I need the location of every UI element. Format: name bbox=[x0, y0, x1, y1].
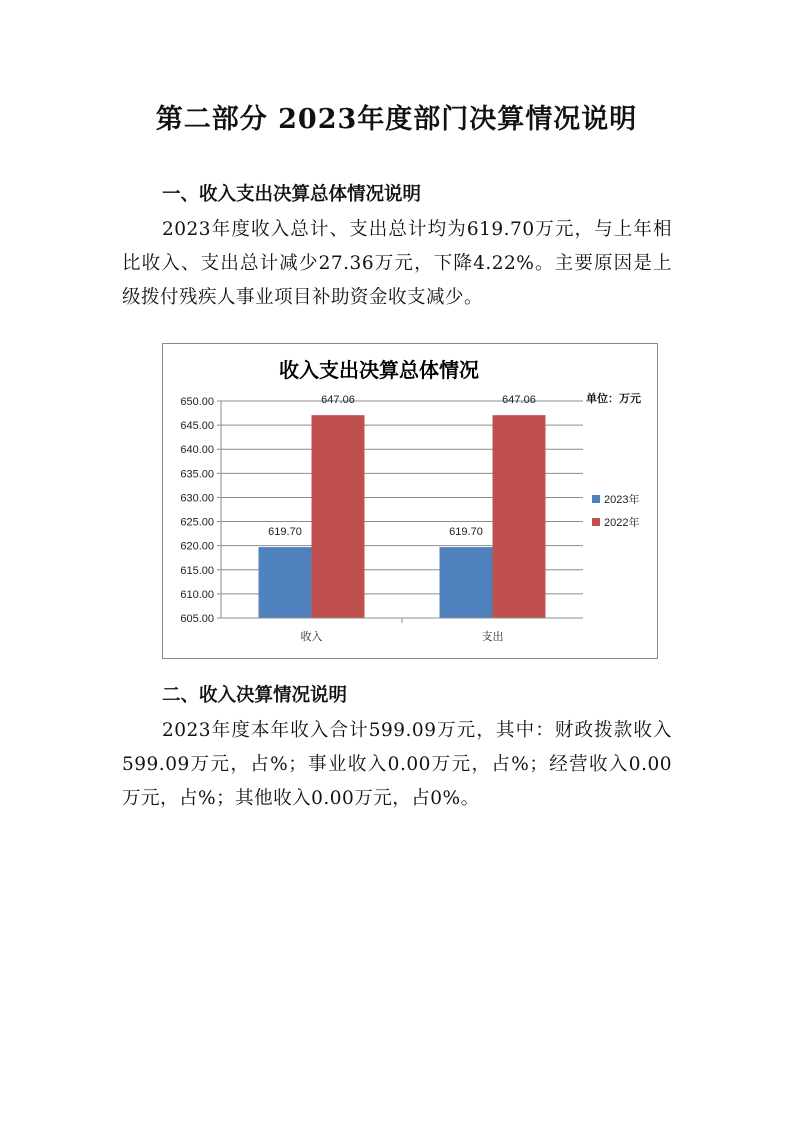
y-tick-label: 645.00 bbox=[180, 420, 214, 433]
section-2-heading: 二、收入决算情况说明 bbox=[162, 685, 348, 706]
section-1-heading: 一、收入支出决算总体情况说明 bbox=[162, 184, 422, 205]
legend-swatch-2023年 bbox=[592, 495, 600, 503]
chart-y-axis bbox=[180, 396, 221, 625]
y-tick-label: 650.00 bbox=[180, 396, 214, 408]
legend-entry: 2022年 bbox=[604, 517, 640, 529]
legend-entry: 2023年 bbox=[604, 494, 640, 506]
chart-title: 收入支出决算总体情况 bbox=[279, 358, 479, 382]
y-tick-label: 635.00 bbox=[180, 468, 214, 481]
y-tick-label: 640.00 bbox=[180, 444, 214, 457]
x-category-label: 收入 bbox=[300, 630, 323, 643]
chart-bars bbox=[259, 394, 546, 618]
chart-legend bbox=[592, 492, 639, 529]
y-tick-label: 620.00 bbox=[180, 540, 214, 553]
data-label: 647.06 bbox=[502, 394, 536, 407]
y-tick-label: 605.00 bbox=[180, 613, 214, 625]
data-label: 619.70 bbox=[449, 526, 483, 539]
y-tick-label: 630.00 bbox=[180, 492, 214, 505]
bar-2023年-收入 bbox=[259, 547, 312, 618]
data-label: 619.70 bbox=[268, 526, 302, 539]
bar-chart-svg bbox=[163, 344, 657, 658]
y-tick-label: 625.00 bbox=[180, 516, 214, 529]
x-category-label: 支出 bbox=[481, 630, 504, 643]
data-label: 647.06 bbox=[321, 394, 355, 407]
chart-x-axis bbox=[221, 618, 583, 643]
y-tick-label: 615.00 bbox=[180, 564, 214, 577]
legend-swatch-2022年 bbox=[592, 518, 600, 526]
page-title: 第二部分 2023年度部门决算情况说明 bbox=[155, 104, 638, 135]
bar-chart bbox=[162, 343, 658, 659]
bar-2022年-支出 bbox=[493, 415, 546, 618]
chart-unit-label: 单位：万元 bbox=[586, 392, 641, 405]
bar-2023年-支出 bbox=[440, 547, 493, 618]
y-tick-label: 610.00 bbox=[180, 588, 214, 601]
bar-2022年-收入 bbox=[312, 415, 365, 618]
section-2-paragraph: 2023年度本年收入合计599.09万元，其中：财政拨款收入599.09万元，占%；事业收入0.00万元，占%；经营收入0.00万元，占%；其他收入0.00万元，占0%。 bbox=[122, 720, 672, 809]
section-1-paragraph: 2023年度收入总计、支出总计均为619.70万元，与上年相比收入、支出总计减少27.36万元，下降4.22%。主要原因是上级拨付残疾人事业项目补助资金收支减少。 bbox=[122, 219, 672, 308]
